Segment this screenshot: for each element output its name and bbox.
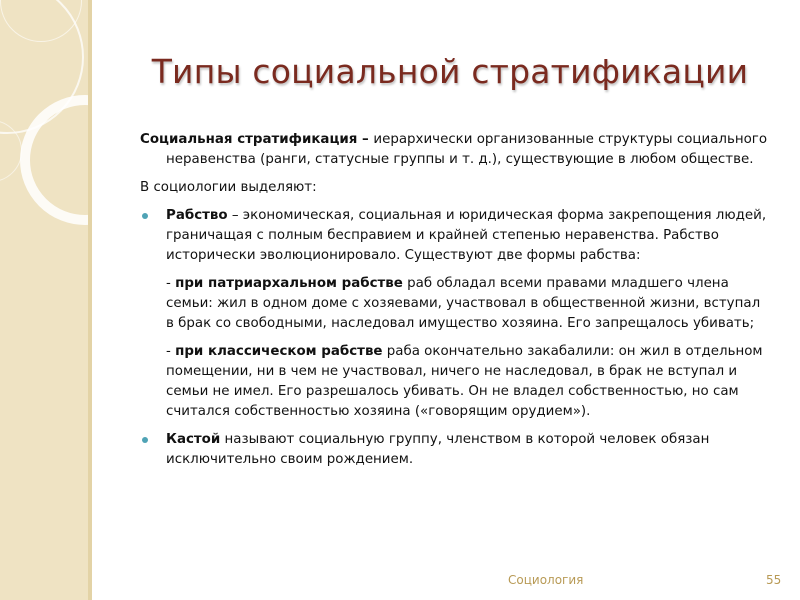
bullet-icon xyxy=(142,437,148,443)
list-item-slavery xyxy=(140,206,770,266)
list-item-caste xyxy=(140,430,770,470)
patriarchal-term: при патриархальном рабстве xyxy=(175,276,403,291)
definition-text: иерархически организованные структуры социального неравенства (ранги, статусные группы и т. д.), существующие в любом обществе. xyxy=(166,132,768,167)
slide-content xyxy=(140,130,770,478)
bullet-icon xyxy=(142,213,148,219)
classical-paragraph xyxy=(140,342,770,422)
decorative-sidebar xyxy=(0,0,88,600)
definition-dash: – xyxy=(357,132,374,147)
slavery-term: Рабство xyxy=(166,208,228,223)
definition-paragraph xyxy=(140,130,770,170)
sidebar-edge xyxy=(88,0,92,600)
classical-prefix: - xyxy=(166,344,176,359)
intro-text: В социологии выделяют: xyxy=(140,180,317,195)
footer-label: Социология xyxy=(508,573,584,587)
patriarchal-text: раб обладал всеми правами младшего члена семьи: жил в одном доме с хозяевами, участвовал в общественной жизни, вступал в брак со свободными, наследовал имущество хозяина. Его запрещалось убивать; xyxy=(166,276,761,331)
definition-term: Социальная стратификация xyxy=(140,132,358,147)
caste-term: Кастой xyxy=(166,432,221,447)
classical-term: при классическом рабстве xyxy=(175,344,383,359)
slavery-text: экономическая, социальная и юридическая форма закрепощения людей, граничащая с полным бесправием и крайней степенью неравенства. Рабство исторически эволюционировало. Существуют две формы рабства: xyxy=(166,208,767,263)
classical-text: раба окончательно закабалили: он жил в отдельном помещении, ни в чем не участвовал, ничего не наследовал, в брак не вступал и семьи не имел. Его разрешалось убивать. Он не владел собственностью, но сам считался собственностью хозяина («говорящим орудием»). xyxy=(166,344,763,419)
page-number: 55 xyxy=(766,573,782,587)
caste-text: называют социальную группу, членством в которой человек обязан исключительно своим рождением. xyxy=(166,432,710,467)
slavery-dash: – xyxy=(227,208,243,223)
patriarchal-prefix: - xyxy=(166,276,176,291)
slide-title: Типы социальной стратификации xyxy=(151,52,749,91)
patriarchal-paragraph xyxy=(140,274,770,334)
